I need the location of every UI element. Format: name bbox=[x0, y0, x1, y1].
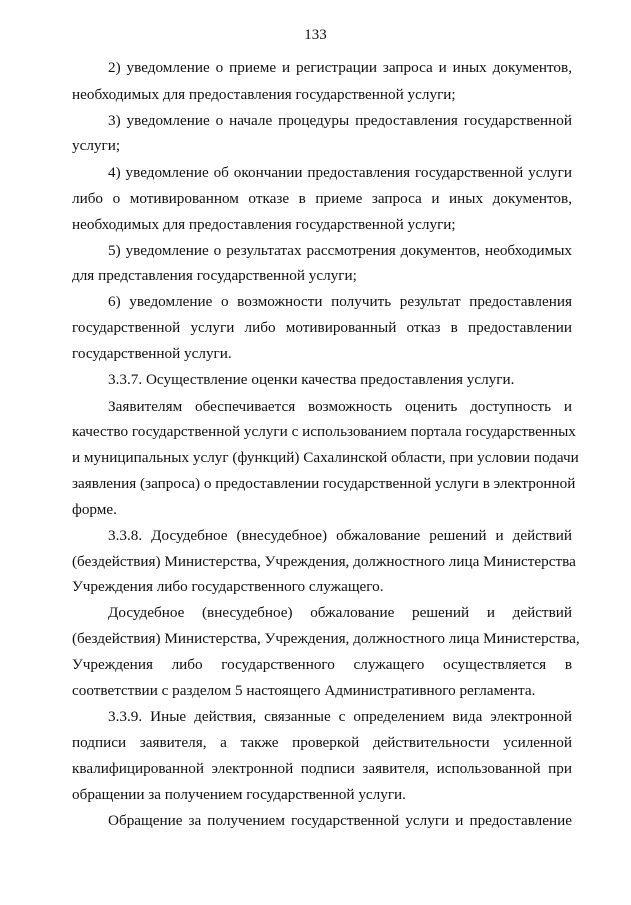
text-line: (бездействия) Министерства, Учреждения, должностного лица Министерства, bbox=[72, 630, 580, 647]
text-line: Учреждения либо государственного служащего. bbox=[72, 578, 384, 595]
text-line: Учреждения либо государственного служащего осуществляется в bbox=[72, 656, 572, 673]
text-line: государственной услуги либо мотивированный отказ в предоставлении bbox=[72, 319, 572, 336]
text-line: необходимых для предоставления государственной услуги; bbox=[72, 216, 456, 233]
text-line: 3) уведомление о начале процедуры предоставления государственной bbox=[108, 112, 572, 129]
text-line: 4) уведомление об окончании предоставления государственной услуги bbox=[108, 164, 572, 181]
page-number: 133 bbox=[304, 27, 327, 43]
text-line: 2) уведомление о приеме и регистрации запроса и иных документов, bbox=[108, 59, 572, 76]
text-line: квалифицированной электронной подписи заявителя, использованной при bbox=[72, 760, 572, 777]
text-line: Досудебное (внесудебное) обжалование решений и действий bbox=[108, 604, 572, 621]
text-line: (бездействия) Министерства, Учреждения, должностного лица Министерства bbox=[72, 553, 576, 570]
text-line: и муниципальных услуг (функций) Сахалинской области, при условии подачи bbox=[72, 449, 579, 466]
text-line: качество государственной услуги с использованием портала государственных bbox=[72, 423, 576, 440]
section-heading: 3.3.7. Осуществление оценки качества предоставления услуги. bbox=[108, 371, 515, 388]
text-line: форме. bbox=[72, 501, 117, 518]
text-line: для представления государственной услуги; bbox=[72, 267, 357, 284]
text-line: заявления (запроса) о предоставлении государственной услуги в электронной bbox=[72, 475, 576, 492]
section-heading: 3.3.9. Иные действия, связанные с определением вида электронной bbox=[108, 708, 572, 725]
text-line: подписи заявителя, а также проверкой действительности усиленной bbox=[72, 734, 572, 751]
text-line: 6) уведомление о возможности получить результат предоставления bbox=[108, 293, 572, 310]
text-line: услуги; bbox=[72, 137, 121, 154]
section-heading: 3.3.8. Досудебное (внесудебное) обжалование решений и действий bbox=[108, 527, 572, 544]
text-line: необходимых для предоставления государственной услуги; bbox=[72, 86, 456, 103]
text-line: соответствии с разделом 5 настоящего Административного регламента. bbox=[72, 682, 536, 699]
text-line: обращении за получением государственной услуги. bbox=[72, 786, 406, 803]
text-line: Заявителям обеспечивается возможность оценить доступность и bbox=[108, 398, 572, 415]
text-line: государственной услуги. bbox=[72, 345, 232, 362]
text-line: 5) уведомление о результатах рассмотрения документов, необходимых bbox=[108, 242, 572, 259]
text-line: либо о мотивированном отказе в приеме запроса и иных документов, bbox=[72, 190, 572, 207]
text-line: Обращение за получением государственной услуги и предоставление bbox=[108, 812, 572, 829]
